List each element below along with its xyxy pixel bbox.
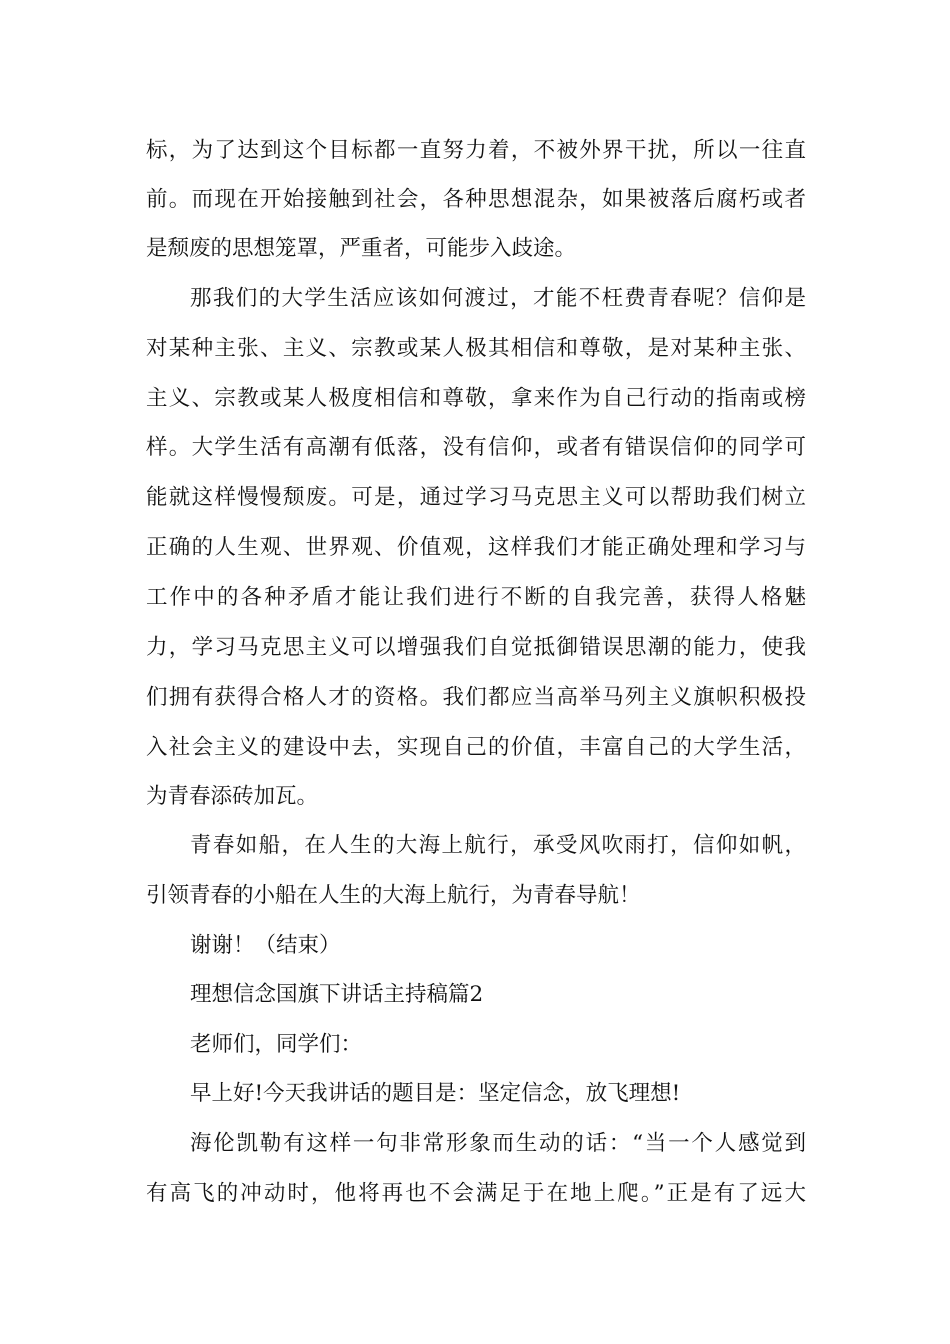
text-line: 那我们的大学生活应该如何渡过，才能不枉费青春呢？信仰是 (190, 286, 806, 311)
text-line: 有高飞的冲动时，他将再也不会满足于在地上爬。”正是有了远大 (146, 1181, 806, 1206)
text-line: 理想信念国旗下讲话主持稿篇2 (190, 982, 484, 1007)
text-line: 对某种主张、主义、宗教或某人极其相信和尊敬，是对某种主张、 (146, 336, 806, 361)
text-line: 前。而现在开始接触到社会，各种思想混杂，如果被落后腐朽或者 (146, 187, 806, 212)
text-line: 们拥有获得合格人才的资格。我们都应当高举马列主义旗帜积极投 (146, 685, 806, 710)
text-line: 为青春添砖加瓦。 (146, 784, 319, 809)
text-line: 力，学习马克思主义可以增强我们自觉抵御错误思潮的能力，使我 (146, 635, 806, 660)
text-line: 主义、宗教或某人极度相信和尊敬，拿来作为自己行动的指南或榜 (146, 386, 806, 411)
text-line: 老师们，同学们： (190, 1032, 363, 1057)
text-line: 引领青春的小船在人生的大海上航行，为青春导航！ (146, 883, 641, 908)
text-line: 工作中的各种矛盾才能让我们进行不断的自我完善，获得人格魅 (146, 585, 806, 610)
text-line: 青春如船，在人生的大海上航行，承受风吹雨打，信仰如帆， (190, 833, 806, 858)
text-line: 标，为了达到这个目标都一直努力着，不被外界干扰，所以一往直 (146, 138, 806, 163)
text-line: 谢谢！（结束） (190, 933, 341, 958)
text-line: 入社会主义的建设中去，实现自己的价值，丰富自己的大学生活， (146, 735, 806, 760)
text-line: 正确的人生观、世界观、价值观，这样我们才能正确处理和学习与 (146, 535, 806, 560)
text-line: 样。大学生活有高潮有低落，没有信仰，或者有错误信仰的同学可 (146, 435, 806, 460)
text-line: 能就这样慢慢颓废。可是，通过学习马克思主义可以帮助我们树立 (146, 485, 806, 510)
text-line: 是颓废的思想笼罩，严重者，可能步入歧途。 (146, 236, 577, 261)
text-line: 海伦凯勒有这样一句非常形象而生动的话：“当一个人感觉到 (190, 1131, 806, 1156)
text-line: 早上好!今天我讲话的题目是：坚定信念，放飞理想! (190, 1081, 681, 1106)
